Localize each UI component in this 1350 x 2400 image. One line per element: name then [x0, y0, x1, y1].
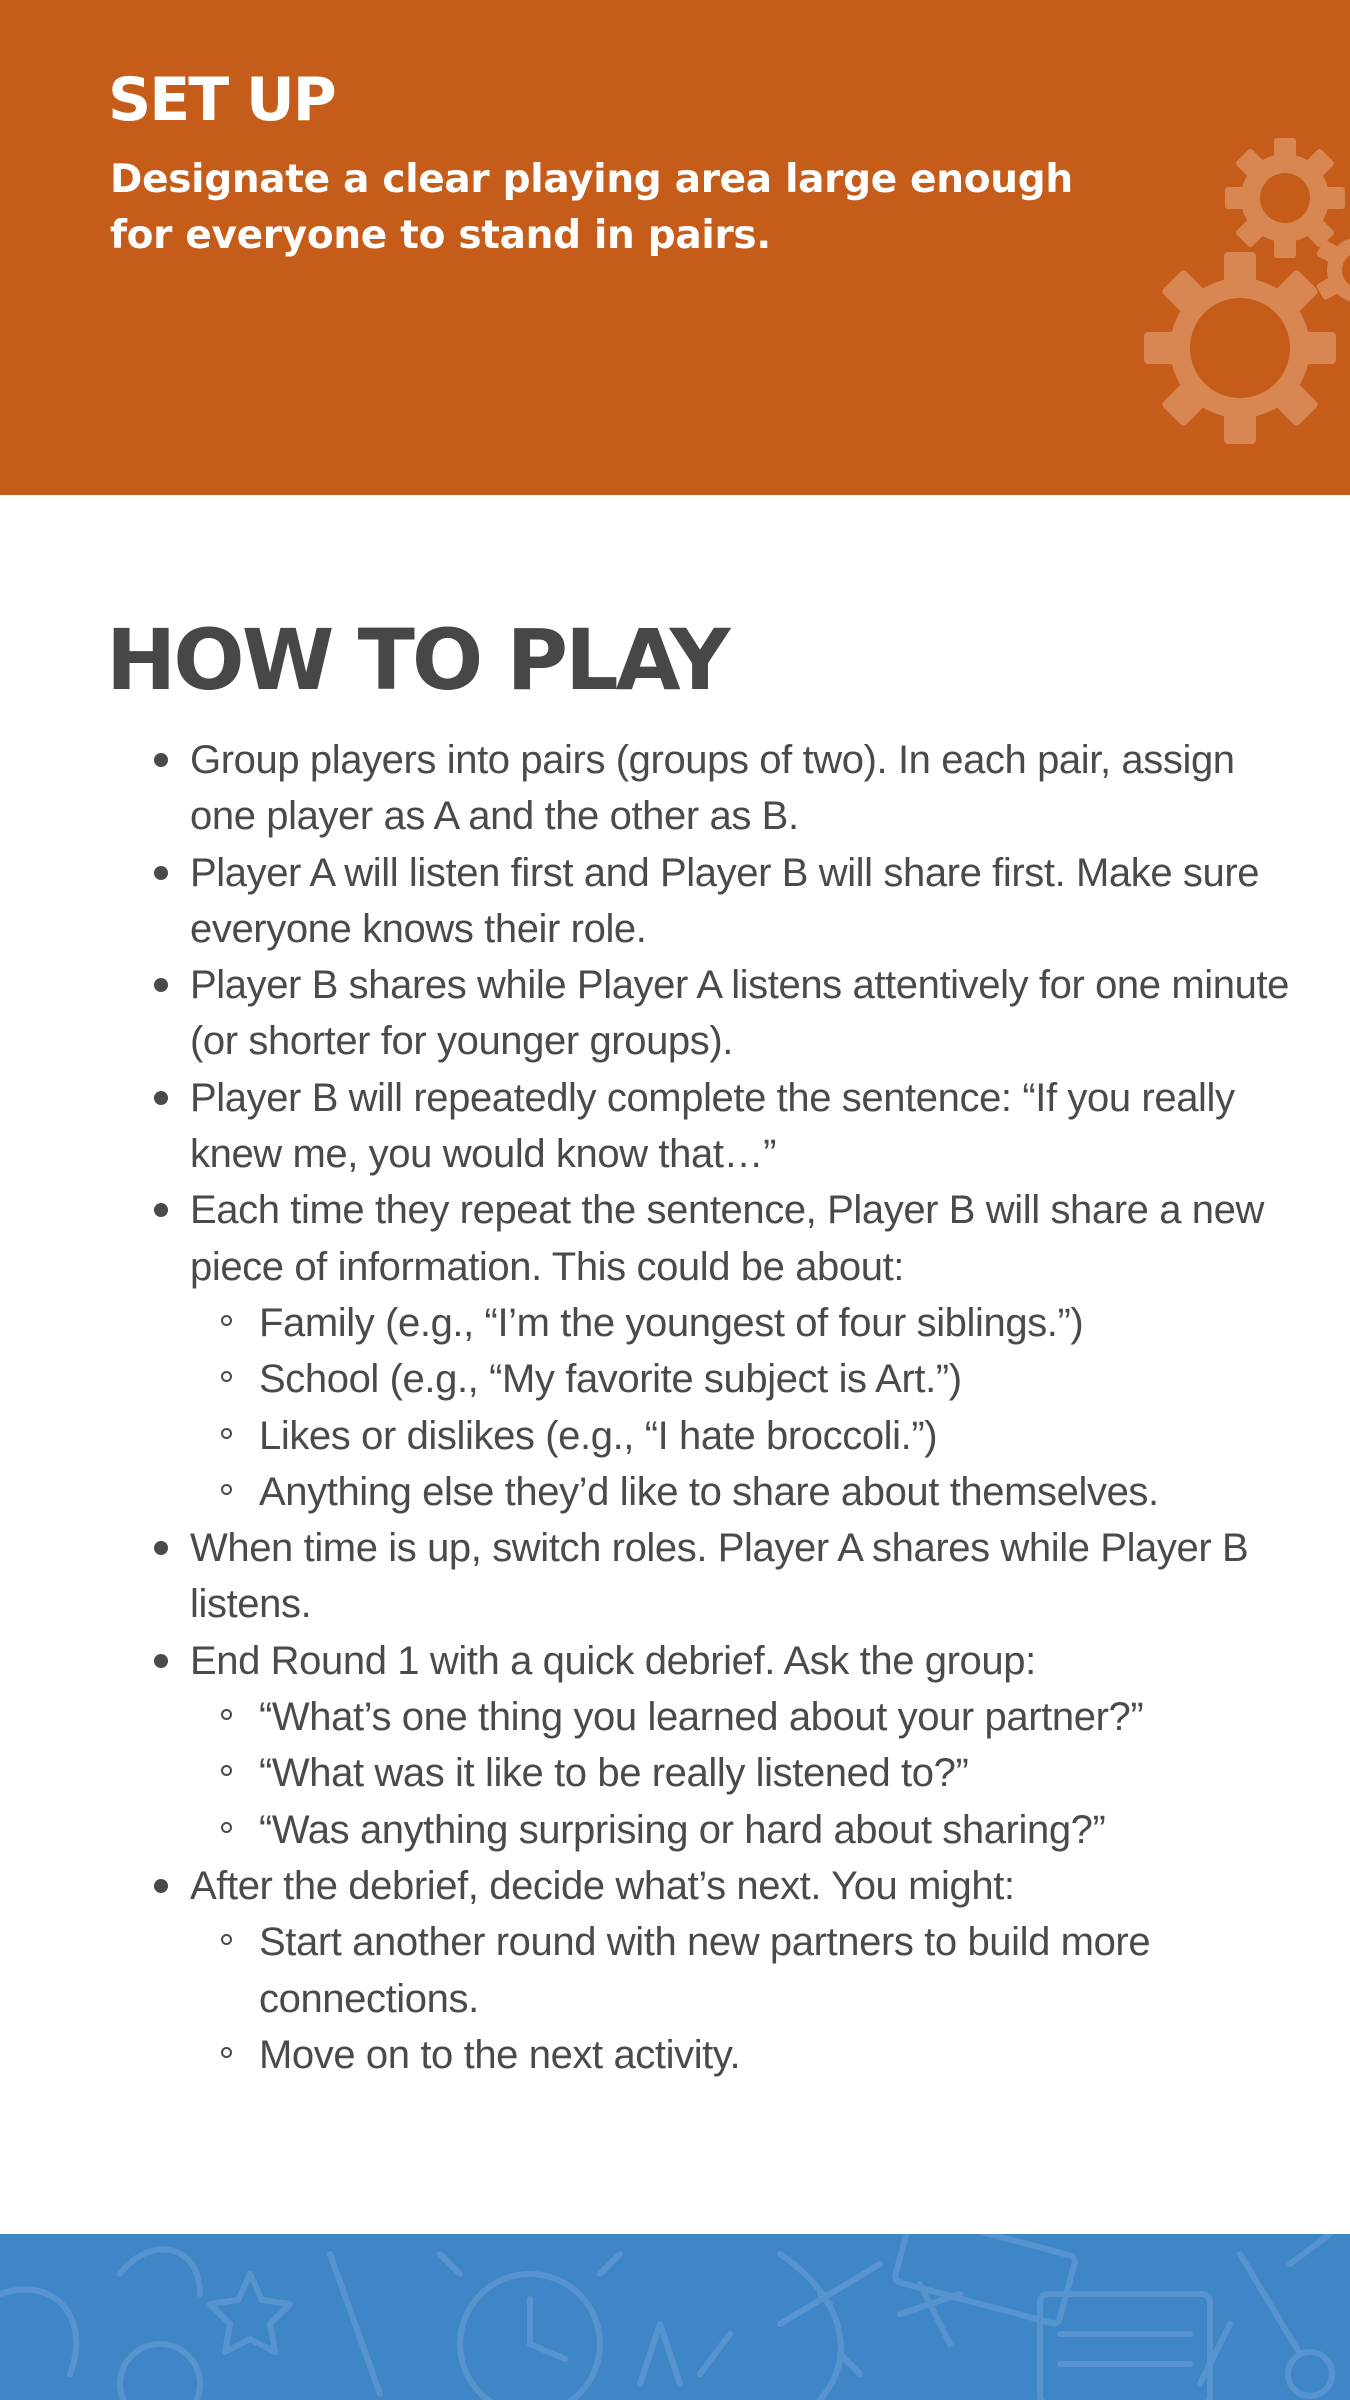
setup-section [0, 0, 1350, 495]
step-text: Player A will listen first and Player B will share first. Make sure everyone knows their role. [190, 850, 1260, 951]
how-to-play-title: HOW TO PLAY [106, 611, 728, 709]
step-text: When time is up, switch roles. Player A shares while Player B listens. [190, 1526, 1249, 1627]
sub-list-item: “Was anything surprising or hard about sharing?” [259, 1802, 1310, 1858]
step-text: End Round 1 with a quick debrief. Ask the group: [190, 1638, 1036, 1683]
step-text: Player B will repeatedly complete the sentence: “If you really knew me, you would know that…” [190, 1075, 1235, 1177]
step-text: Group players into pairs (groups of two). In each pair, assign one player as A and the other as B. [190, 738, 1235, 839]
list-item [190, 1858, 1310, 2083]
list-item [190, 1633, 1310, 1858]
sub-list-item: “What was it like to be really listened to?” [259, 1745, 1310, 1801]
sub-list-item: Likes or dislikes (e.g., “I hate broccoli.”) [259, 1408, 1310, 1464]
list-item [190, 957, 1310, 1070]
list-item [190, 1182, 1310, 1520]
instructions-list [190, 732, 1310, 2083]
sub-list [190, 1689, 1310, 1858]
setup-description: Designate a clear playing area large enough for everyone to stand in pairs. [110, 157, 1073, 258]
sub-list-item: “What’s one thing you learned about your partner?” [259, 1689, 1310, 1745]
doodle-pattern-icon [0, 2234, 1350, 2400]
sub-list-item: Family (e.g., “I’m the youngest of four siblings.”) [259, 1295, 1310, 1351]
step-text: After the debrief, decide what’s next. You might: [190, 1863, 1015, 1908]
setup-title: SET UP [108, 65, 335, 135]
list-item [190, 845, 1310, 958]
sub-list-item: Anything else they’d like to share about themselves. [259, 1464, 1310, 1520]
list-item [190, 1520, 1310, 1633]
sub-list-item: School (e.g., “My favorite subject is Art.”) [259, 1351, 1310, 1407]
gears-icon [1130, 120, 1350, 460]
sub-list [190, 1914, 1310, 2083]
list-item [190, 1070, 1310, 1183]
sub-list-item: Move on to the next activity. [259, 2027, 1310, 2083]
list-item [190, 732, 1310, 845]
step-text: Each time they repeat the sentence, Player B will share a new piece of information. This could be about: [190, 1188, 1264, 1289]
step-text: Player B shares while Player A listens attentively for one minute (or shorter for younger groups). [190, 963, 1290, 1064]
sub-list-item: Start another round with new partners to build more connections. [259, 1914, 1310, 2027]
sub-list [190, 1295, 1310, 1520]
footer-pattern [0, 2234, 1350, 2400]
